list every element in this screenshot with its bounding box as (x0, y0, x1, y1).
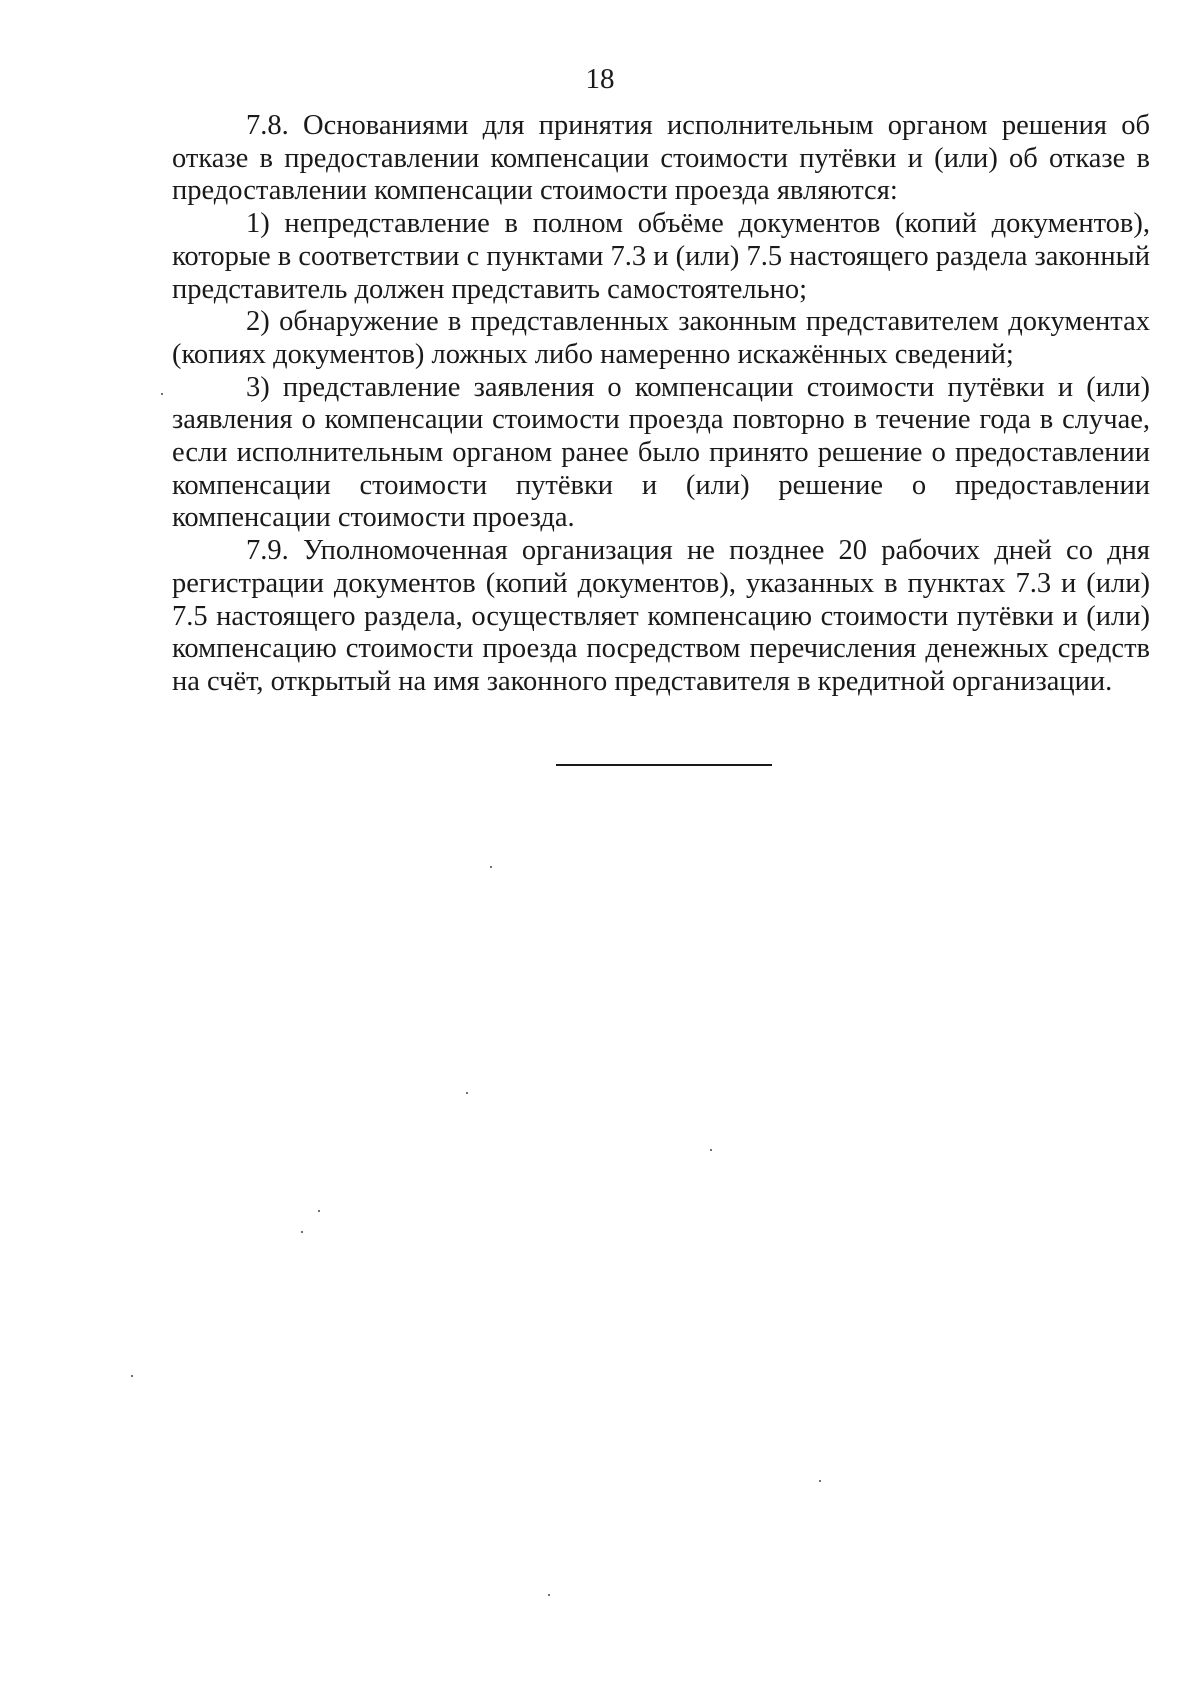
scan-speck (301, 1231, 303, 1233)
scan-speck (710, 1149, 712, 1151)
end-of-document-rule (556, 764, 772, 766)
page-number: 18 (585, 63, 615, 95)
scan-speck (490, 866, 492, 868)
document-body (172, 110, 1150, 699)
scan-speck (161, 393, 163, 395)
scan-speck (548, 1594, 550, 1596)
list-item-3: 3) представление заявления о компенсации стоимости путёвки и (или) заявления о компенсации стоимости проезда повторно в течение года в случае, если исполнительным органом ранее было принято решение о предоставлении компенсации стоимости путёвки и (или) решение о предоставлении компенсации стоимости проезда. (172, 371, 1150, 534)
paragraph-7-8: 7.8. Основаниями для принятия исполнительным органом решения об отказе в предоставлении компенсации стоимости путёвки и (или) об отказе в предоставлении компенсации стоимости проезда являются: (172, 110, 1150, 207)
scan-speck (131, 1375, 133, 1377)
paragraph-7-9: 7.9. Уполномоченная организация не позднее 20 рабочих дней со дня регистрации документов (копий документов), указанных в пунктах 7.3 и (или) 7.5 настоящего раздела, осуществляет компенсацию стоимости путёвки и (или) компенсацию стоимости проезда посредством перечисления денежных средств на счёт, открытый на имя законного представителя в кредитной организации. (172, 535, 1150, 697)
list-item-1: 1) непредставление в полном объёме документов (копий документов), которые в соответствии с пунктами 7.3 и (или) 7.5 настоящего раздела законный представитель должен представить самостоятельно; (172, 208, 1150, 305)
scan-speck (318, 1210, 320, 1212)
list-item-2: 2) обнаружение в представленных законным представителем документах (копиях документов) ложных либо намеренно искажённых сведений; (172, 306, 1150, 370)
scan-speck (466, 1092, 468, 1094)
scan-speck (819, 1480, 821, 1482)
